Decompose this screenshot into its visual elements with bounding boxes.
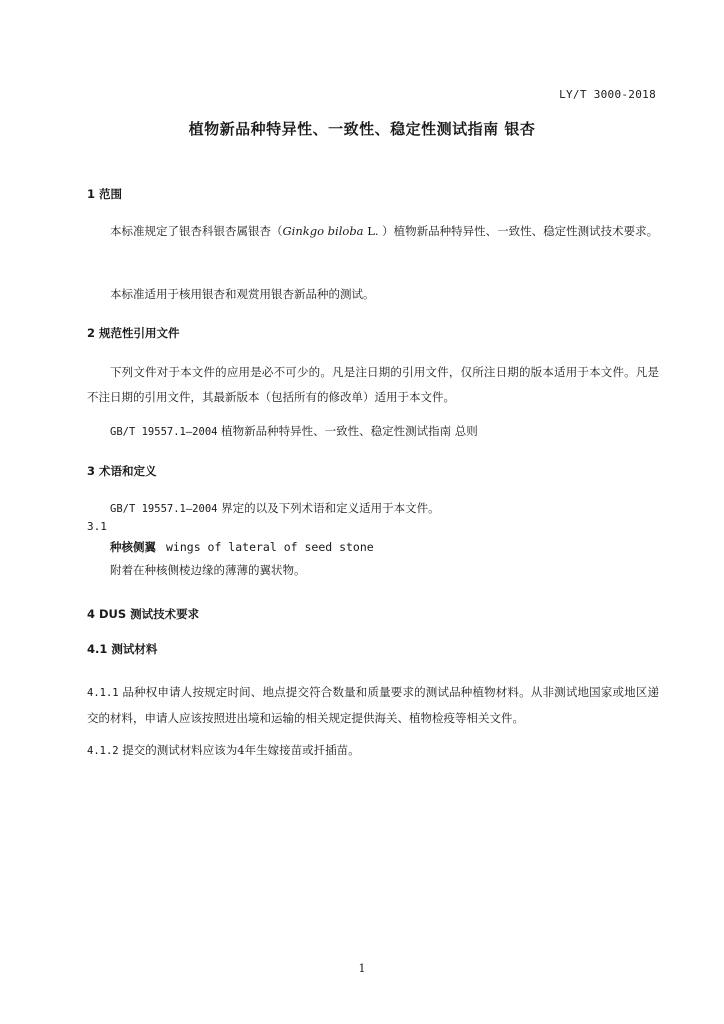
section-4-heading: 4 DUS 测试技术要求 [87, 607, 200, 621]
term-english: wings of lateral of seed stone [166, 540, 374, 554]
term-chinese: 种核侧翼 [110, 540, 156, 554]
section-1-heading: 1 范围 [87, 187, 123, 201]
section-2-paragraph-1: 下列文件对于本文件的应用是必不可少的。凡是注日期的引用文件，仅所注日期的版本适用于本文件。凡是不注日期的引用文件，其最新版本（包括所有的修改单）适用于本文件。 [87, 365, 659, 404]
item-4-1-1 [87, 680, 659, 731]
para-text: 本标准规定了银杏科银杏属银杏（ [110, 224, 283, 238]
term-definition: 附着在种核侧棱边缘的薄薄的翼状物。 [110, 563, 306, 577]
item-number: 4.1.2 [87, 745, 119, 757]
item-text: 提交的测试材料应该为4年生嫁接苗或扦插苗。 [118, 743, 360, 757]
section-1-paragraph-2: 本标准适用于核用银杏和观赏用银杏新品种的测试。 [110, 287, 375, 301]
section-3-heading: 3 术语和定义 [87, 464, 157, 478]
reference-title: 植物新品种特异性、一致性、稳定性测试指南 总则 [217, 424, 478, 438]
subsection-number: 3.1 [87, 520, 107, 533]
standard-code: LY/T 3000-2018 [559, 88, 656, 101]
reference-code: GB/T 19557.1—2004 [110, 503, 218, 515]
page-number: 1 [358, 962, 366, 975]
item-number: 4.1.1 [87, 687, 119, 699]
reference-code: GB/T 19557.1—2004 [110, 426, 218, 438]
term-entry [110, 539, 374, 555]
normative-reference [87, 423, 682, 439]
para-text: L. ）植物新品种特异性、一致性、稳定性测试技术要求。 [363, 224, 659, 238]
section-3-intro [87, 500, 682, 516]
document-title: 植物新品种特异性、一致性、稳定性测试指南 银杏 [188, 120, 536, 138]
intro-text: 界定的以及下列术语和定义适用于本文件。 [217, 501, 440, 515]
subsection-4-1-heading: 4.1 测试材料 [87, 642, 158, 656]
latin-name: Ginkgo biloba [282, 224, 364, 238]
item-text: 品种权申请人按规定时间、地点提交符合数量和质量要求的测试品种植物材料。从非测试地国家或地区递交的材料，申请人应该按照进出境和运输的相关规定提供海关、植物检疫等相关文件。 [87, 685, 659, 725]
section-1-paragraph-1 [87, 219, 659, 244]
section-2-heading: 2 规范性引用文件 [87, 326, 180, 340]
item-4-1-2 [87, 742, 659, 758]
